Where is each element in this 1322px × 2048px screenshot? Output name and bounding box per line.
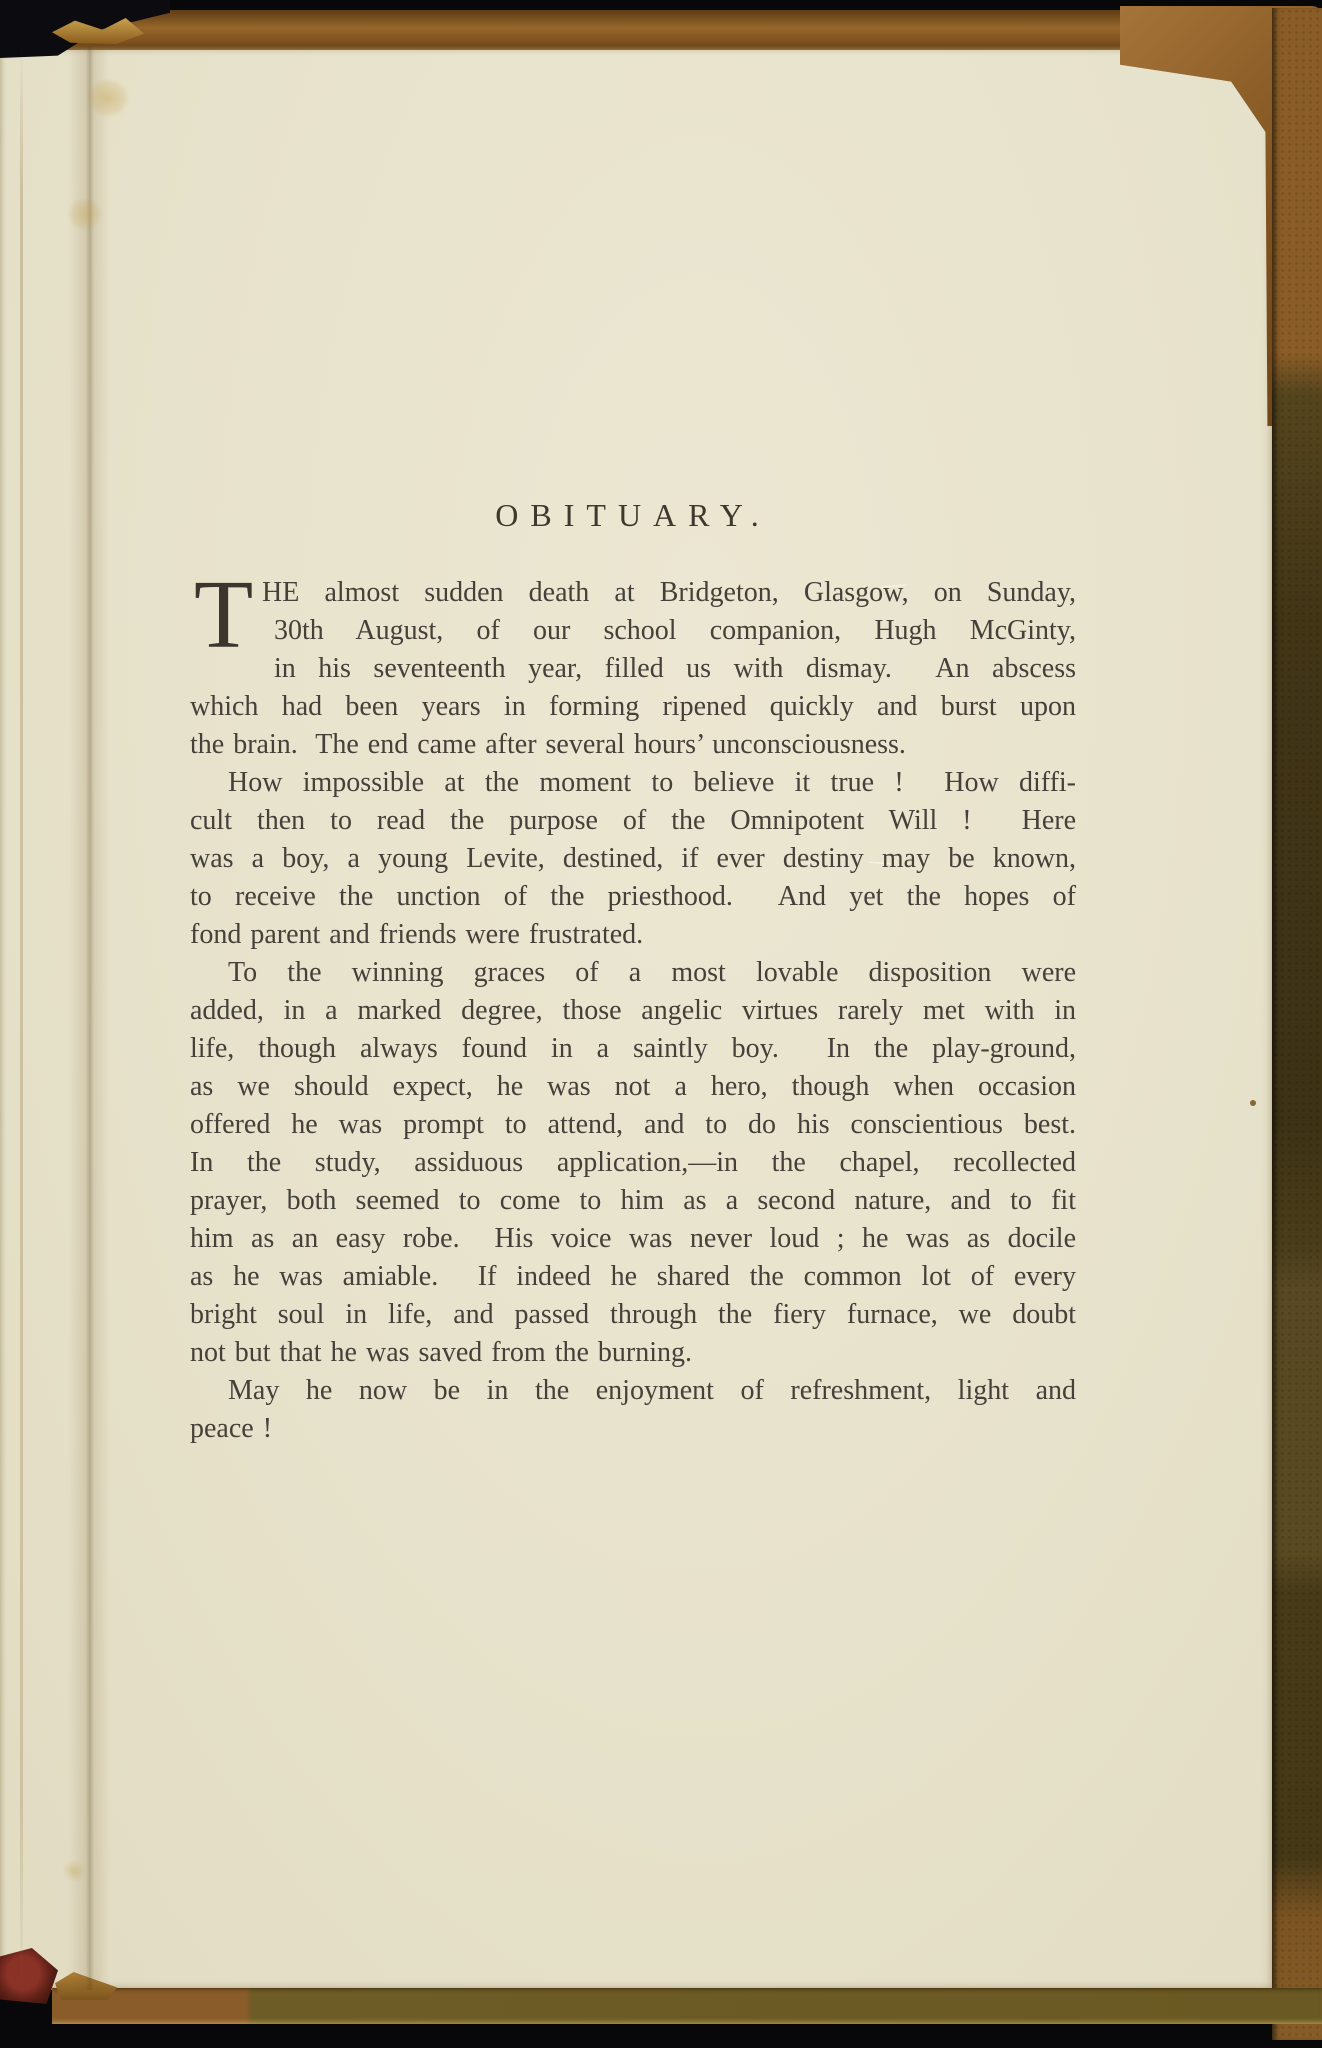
text-line: HE almost sudden death at Bridgeton, Glasgow, on Sunday, <box>262 577 1076 608</box>
text-line: How impossible at the moment to believe it true ! How diffi- <box>228 767 1076 798</box>
text-line: bright soul in life, and passed through the fiery furnace, we doubt <box>190 1299 1076 1330</box>
paragraph <box>190 561 1076 764</box>
text-line: in his seventeenth year, filled us with dismay. An abscess <box>274 653 1076 684</box>
text-line: as we should expect, he was not a hero, though when occasion <box>190 1071 1076 1102</box>
text-line: To the winning graces of a most lovable disposition were <box>228 957 1076 988</box>
text-line: the brain. The end came after several hours’ unconsciousness. <box>190 729 906 760</box>
book-cover-bottom-edge <box>52 1988 1322 2024</box>
text-line: May he now be in the enjoyment of refreshment, light and <box>228 1375 1076 1406</box>
text-line: life, though always found in a saintly boy. In the play-ground, <box>190 1033 1076 1064</box>
text-line: added, in a marked degree, those angelic virtues rarely met with in <box>190 995 1076 1026</box>
text-line: was a boy, a young Levite, destined, if ever destiny may be known, <box>190 843 1076 874</box>
text-line: cult then to read the purpose of the Omnipotent Will ! Here <box>190 805 1076 836</box>
foxing-stain <box>58 1856 90 1886</box>
drop-cap-letter: T <box>194 561 254 668</box>
paragraph <box>190 954 1076 1372</box>
page-gutter-crease <box>68 46 110 1990</box>
foxing-stain <box>62 192 108 236</box>
text-line: offered he was prompt to attend, and to do his conscientious best. <box>190 1109 1076 1140</box>
text-line: 30th August, of our school companion, Hugh McGinty, <box>274 615 1076 646</box>
text-line: peace ! <box>190 1413 273 1444</box>
book-cover-right-edge <box>1272 8 1322 2040</box>
foxing-stain <box>80 72 136 124</box>
text-line: fond parent and friends were frustrated. <box>190 919 644 950</box>
text-line: not but that he was saved from the burning. <box>190 1337 693 1368</box>
text-line: to receive the unction of the priesthood. And yet the hopes of <box>190 881 1076 912</box>
page-edge-crease <box>20 46 23 1990</box>
page-title: OBITUARY. <box>495 497 771 533</box>
text-line: In the study, assiduous application,—in the chapel, recollected <box>190 1147 1076 1178</box>
text-line: which had been years in forming ripened quickly and burst upon <box>190 691 1076 722</box>
text-line: as he was amiable. If indeed he shared the common lot of every <box>190 1261 1076 1292</box>
text-line: prayer, both seemed to come to him as a second nature, and to fit <box>190 1185 1076 1216</box>
page-text-block <box>190 496 1076 1448</box>
paragraph <box>190 1372 1076 1448</box>
text-line: him as an easy robe. His voice was never loud ; he was as docile <box>190 1223 1076 1254</box>
ink-speck <box>1250 1100 1256 1106</box>
obituary-body <box>190 561 1076 1448</box>
paragraph <box>190 764 1076 954</box>
